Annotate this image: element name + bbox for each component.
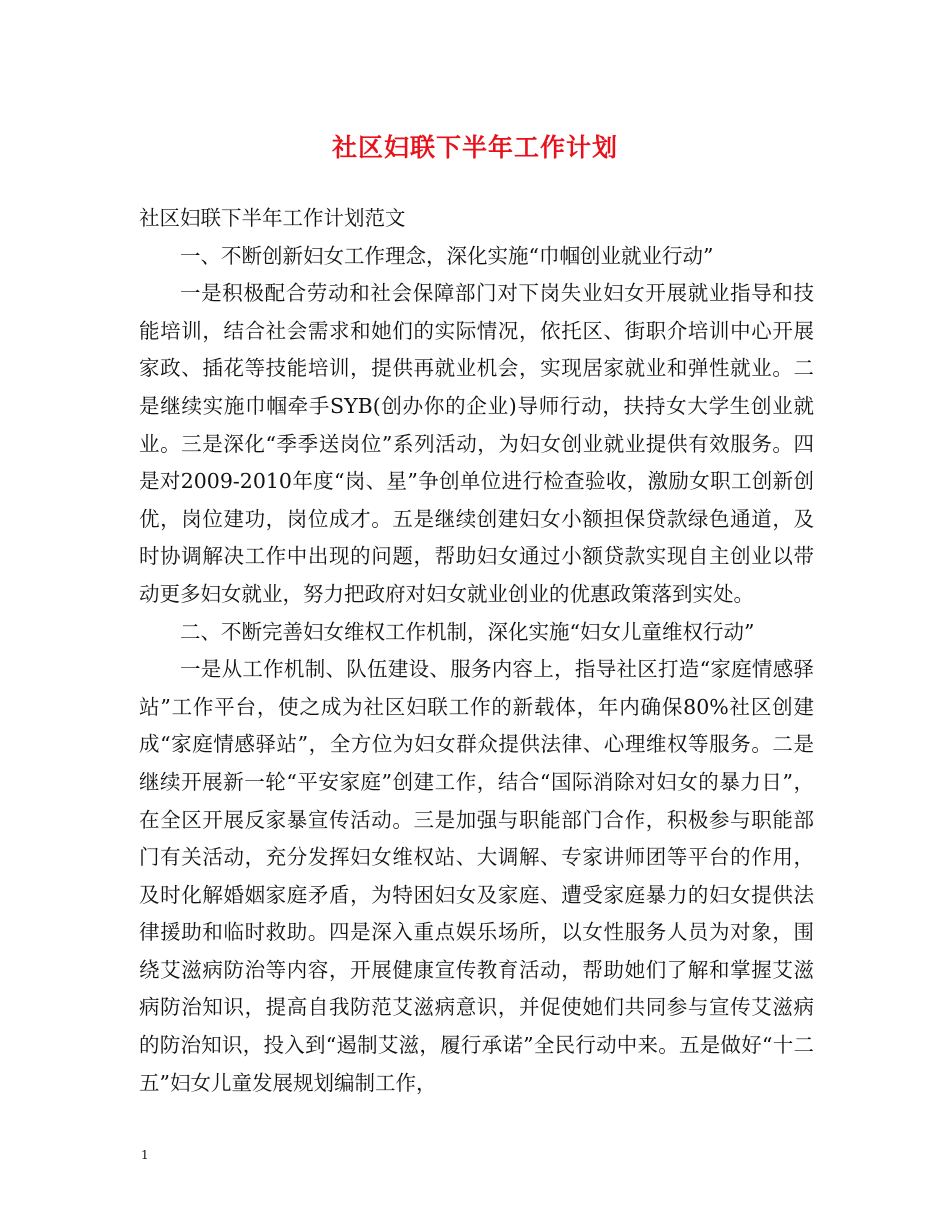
- document-subtitle: 社区妇联下半年工作计划范文: [139, 206, 406, 230]
- section2-paragraph: 一是从工作机制、队伍建设、服务内容上，指导社区打造“家庭情感驿站”工作平台，使之成为社区妇联工作的新载体，年内确保80%社区创建成“家庭情感驿站”，全方位为妇女群众提供法律、心理维权等服务。二是继续开展新一轮“平安家庭”创建工作，结合“国际消除对妇女的暴力日”，在全区开展反家暴宣传活动。三是加强与职能部门合作，积极参与职能部门有关活动，充分发挥妇女维权站、大调解、专家讲师团等平台的作用，及时化解婚姻家庭矛盾，为特困妇女及家庭、遭受家庭暴力的妇女提供法律援助和临时救助。四是深入重点娱乐场所，以女性服务人员为对象，围绕艾滋病防治等内容，开展健康宣传教育活动，帮助她们了解和掌握艾滋病防治知识，提高自我防范艾滋病意识，并促使她们共同参与宣传艾滋病的防治知识，投入到“遏制艾滋，履行承诺”全民行动中来。五是做好“十二五”妇女儿童发展规划编制工作，: [139, 657, 814, 1095]
- page-number: 1: [141, 1148, 149, 1162]
- section2-heading: 二、不断完善妇女维权工作机制，深化实施“妇女儿童维权行动”: [180, 619, 755, 644]
- document-body: [139, 200, 814, 1102]
- document-title: 社区妇联下半年工作计划: [331, 133, 618, 162]
- section1-heading: 一、不断创新妇女工作理念，深化实施“巾帼创业就业行动”: [180, 243, 714, 268]
- section1-paragraph: 一是积极配合劳动和社会保障部门对下岗失业妇女开展就业指导和技能培训，结合社会需求和她们的实际情况，依托区、街职介培训中心开展家政、插花等技能培训，提供再就业机会，实现居家就业和弹性就业。二是继续实施巾帼牵手SYB(创办你的企业)导师行动，扶持女大学生创业就业。三是深化“季季送岗位”系列活动，为妇女创业就业提供有效服务。四是对2009-2010年度“岗、星”争创单位进行检查验收，激励女职工创新创优，岗位建功，岗位成才。五是继续创建妇女小额担保贷款绿色通道，及时协调解决工作中出现的问题，帮助妇女通过小额贷款实现自主创业以带动更多妇女就业，努力把政府对妇女就业创业的优惠政策落到实处。: [139, 281, 814, 606]
